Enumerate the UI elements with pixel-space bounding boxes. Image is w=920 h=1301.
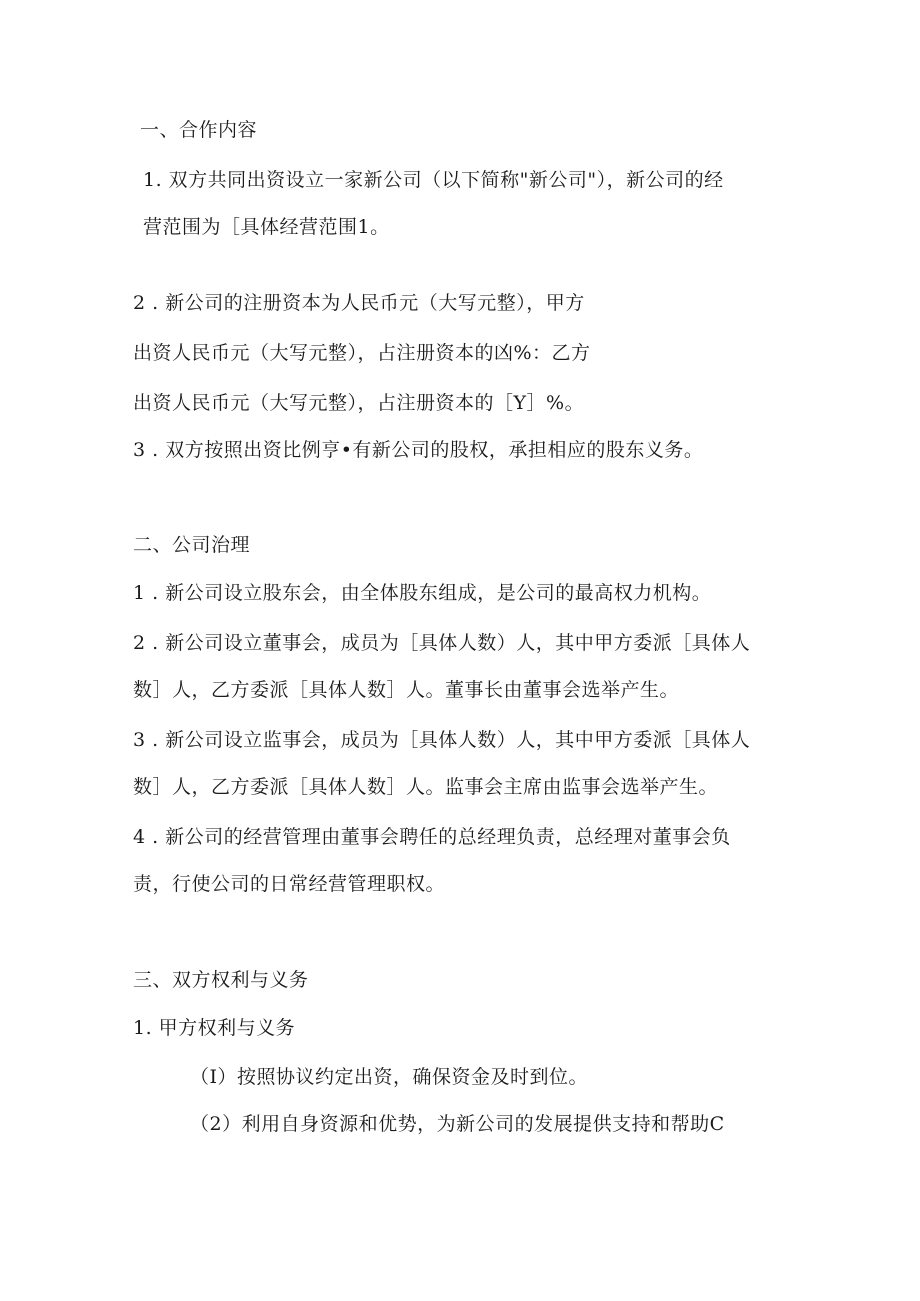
paragraph-line: 责，行使公司的日常经营管理职权。: [133, 873, 446, 895]
paragraph-line: 出资人民币元（大写元整），占注册资本的凶%：乙方: [133, 342, 591, 364]
paragraph-line: 1. 双方共同出资设立一家新公司（以下简称"新公司"），新公司的经: [143, 169, 724, 191]
paragraph-line: 2 . 新公司的注册资本为人民币元（大写元整），甲方: [133, 292, 585, 314]
paragraph-line: 数］人，乙方委派［具体人数］人。董事长由董事会选举产生。: [133, 679, 680, 701]
section-heading: 二、公司治理: [133, 534, 251, 556]
paragraph-line: 营范围为［具体经营范围1。: [143, 216, 390, 238]
paragraph-line: 1 . 新公司设立股东会，由全体股东组成，是公司的最高权力机构。: [133, 582, 712, 604]
paragraph-line: 数］人，乙方委派［具体人数］人。监事会主席由监事会选举产生。: [133, 776, 719, 798]
section-heading: 三、双方权利与义务: [133, 969, 309, 991]
section-heading: 一、合作内容: [140, 119, 258, 141]
paragraph-line: 4 . 新公司的经营管理由董事会聘任的总经理负责，总经理对董事会负: [133, 826, 731, 848]
paragraph-line: （2）利用自身资源和优势，为新公司的发展提供支持和帮助C: [190, 1113, 725, 1135]
paragraph-line: 2 . 新公司设立董事会，成员为［具体人数）人，其中甲方委派［具体人: [133, 632, 751, 654]
paragraph-line: 3 . 新公司设立监事会，成员为［具体人数）人，其中甲方委派［具体人: [133, 729, 751, 751]
paragraph-line: 3 . 双方按照出资比例亨•有新公司的股权，承担相应的股东义务。: [133, 439, 704, 461]
paragraph-line: 出资人民币元（大写元整），占注册资本的［Y］%。: [133, 392, 585, 414]
paragraph-line: （I）按照协议约定出资，确保资金及时到位。: [190, 1066, 589, 1088]
paragraph-line: 1. 甲方权利与义务: [133, 1017, 296, 1039]
